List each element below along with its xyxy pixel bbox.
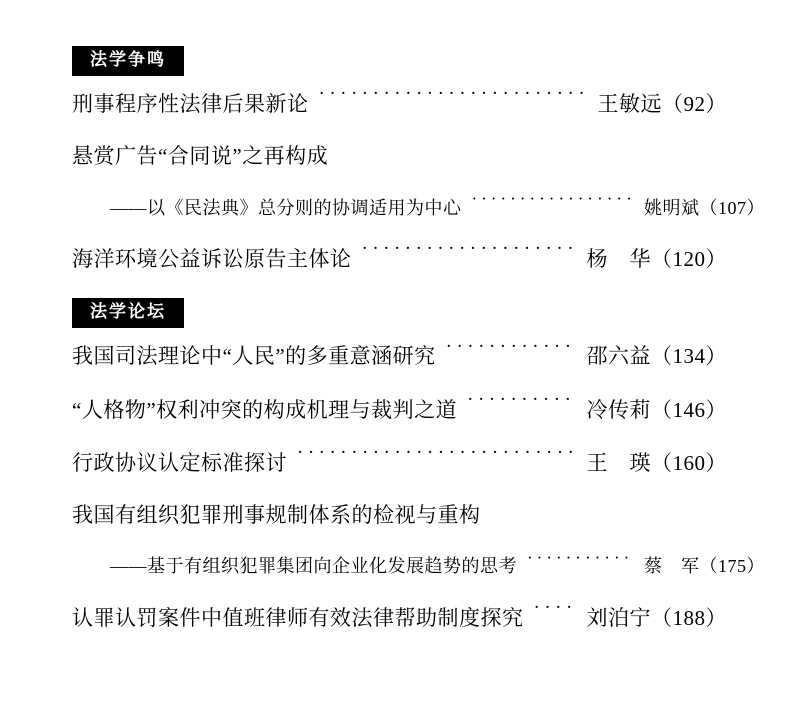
section-legal-forum <box>72 298 765 631</box>
toc-entry-title: 行政协议认定标准探讨 <box>72 450 287 475</box>
toc-entry-title: ——以《民法典》总分则的协调适用为中心 <box>110 197 462 218</box>
dot-leader <box>446 342 577 363</box>
toc-entry-author: 刘泊宁 <box>586 605 651 630</box>
toc-entry-page: （188） <box>651 605 727 630</box>
dot-leader <box>362 245 577 266</box>
toc-entry[interactable] <box>72 449 727 476</box>
toc-entry[interactable] <box>72 245 727 272</box>
toc-entry-author: 冷传莉 <box>586 397 651 422</box>
toc-entry-title: 认罪认罚案件中值班律师有效法律帮助制度探究 <box>72 605 524 630</box>
toc-entry[interactable] <box>72 396 727 423</box>
toc-entry-title: 海洋环境公益诉讼原告主体论 <box>72 247 352 271</box>
toc-entry-author: 杨 华 <box>586 247 651 271</box>
section-legal-debate <box>72 46 765 272</box>
toc-entry-subtitle[interactable] <box>72 196 765 220</box>
toc-entry[interactable] <box>72 90 727 117</box>
entry-list-legal-debate <box>72 90 765 272</box>
dot-leader <box>297 449 577 470</box>
toc-entry-title: 刑事程序性法律后果新论 <box>72 92 309 116</box>
dot-leader <box>319 90 588 111</box>
toc-entry-page: （92） <box>662 92 727 116</box>
dot-leader <box>472 196 635 214</box>
dot-leader <box>534 604 577 625</box>
toc-entry[interactable] <box>72 604 727 631</box>
toc-entry-title: ——基于有组织犯罪集团向企业化发展趋势的思考 <box>110 556 517 577</box>
toc-entry-author: 王 瑛 <box>586 450 651 475</box>
toc-entry-page: （107） <box>699 197 765 218</box>
toc-entry-title: 我国司法理论中“人民”的多重意涵研究 <box>72 344 436 369</box>
toc-entry-page: （120） <box>651 247 727 271</box>
toc-entry[interactable] <box>72 502 727 528</box>
toc-entry-author: 蔡 军 <box>644 556 700 577</box>
toc-entry-page: （134） <box>651 344 727 369</box>
toc-entry[interactable] <box>72 143 727 169</box>
section-header-legal-forum: 法学论坛 <box>72 298 184 328</box>
entry-list-legal-forum <box>72 342 765 631</box>
toc-entry-title: “人格物”权利冲突的构成机理与裁判之道 <box>72 397 458 422</box>
toc-entry-author: 姚明斌 <box>644 197 700 218</box>
toc-entry-author: 邵六益 <box>586 344 651 369</box>
dot-leader <box>467 396 576 417</box>
toc-entry-page: （175） <box>699 556 765 577</box>
toc-entry-title: 悬赏广告“合同说”之再构成 <box>72 144 329 169</box>
section-header-legal-debate: 法学争鸣 <box>72 46 184 76</box>
dot-leader <box>527 554 634 572</box>
toc-entry-page: （146） <box>651 397 727 422</box>
toc-entry-title: 我国有组织犯罪刑事规制体系的检视与重构 <box>72 503 481 527</box>
toc-entry[interactable] <box>72 342 727 369</box>
toc-entry-page: （160） <box>651 450 727 475</box>
toc-entry-author: 王敏远 <box>597 92 662 116</box>
toc-entry-subtitle[interactable] <box>72 554 765 578</box>
